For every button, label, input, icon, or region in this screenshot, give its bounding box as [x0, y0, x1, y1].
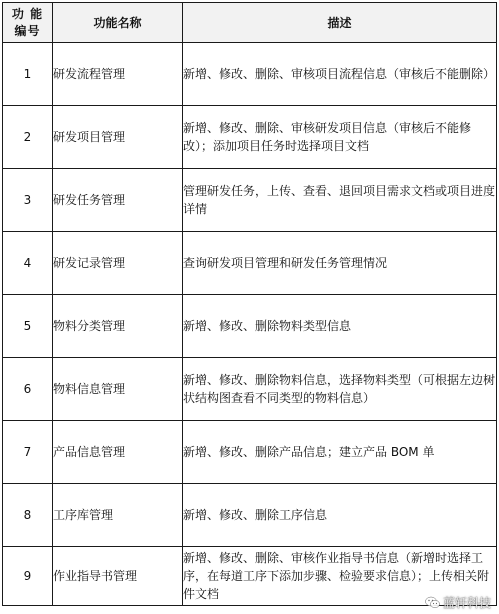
cell-description: 新增、修改、删除产品信息；建立产品 BOM 单: [183, 421, 497, 484]
cell-function-id: 4: [3, 232, 53, 295]
cell-description: 管理研发任务，上传、查看、退回项目需求文档或项目进度详情: [183, 169, 497, 232]
table-row: [3, 295, 497, 358]
function-spec-table: [2, 2, 497, 606]
cell-function-id: 2: [3, 106, 53, 169]
cell-description: 查询研发项目管理和研发任务管理情况: [183, 232, 497, 295]
table-row: [3, 421, 497, 484]
cell-function-name: 产品信息管理: [53, 421, 183, 484]
cell-function-name: 物料分类管理: [53, 295, 183, 358]
header-function-id: [3, 3, 53, 43]
cell-function-id: 6: [3, 358, 53, 421]
cell-function-id: 9: [3, 547, 53, 606]
watermark-text: 蓝轩科技: [442, 596, 491, 610]
cell-function-name: 物料信息管理: [53, 358, 183, 421]
table-header-row: [3, 3, 497, 43]
cell-function-id: 5: [3, 295, 53, 358]
cell-function-name: 研发任务管理: [53, 169, 183, 232]
cell-description: 新增、修改、删除、审核作业指导书信息（新增时选择工序，在每道工序下添加步骤、检验要求信息）；上传相关附件文档: [183, 547, 497, 606]
table-row: [3, 547, 497, 606]
cell-function-name: 作业指导书管理: [53, 547, 183, 606]
cell-function-id: 1: [3, 43, 53, 106]
table-row: [3, 232, 497, 295]
cell-function-id: 3: [3, 169, 53, 232]
cell-function-name: 研发记录管理: [53, 232, 183, 295]
cell-description: 新增、修改、删除工序信息: [183, 484, 497, 547]
header-function-name: 功能名称: [53, 3, 183, 43]
table-row: [3, 358, 497, 421]
table-row: [3, 169, 497, 232]
cell-description: 新增、修改、删除物料信息，选择物料类型（可根据左边树状结构图查看不同类型的物料信息）: [183, 358, 497, 421]
cell-function-name: 工序库管理: [53, 484, 183, 547]
cell-function-id: 7: [3, 421, 53, 484]
cell-function-name: 研发项目管理: [53, 106, 183, 169]
header-description: 描述: [183, 3, 497, 43]
table-row: [3, 43, 497, 106]
cell-description: 新增、修改、删除、审核研发项目信息（审核后不能修改）；添加项目任务时选择项目文档: [183, 106, 497, 169]
header-function-id-line-2: 编号: [14, 23, 41, 38]
cell-function-id: 8: [3, 484, 53, 547]
cell-description: 新增、修改、删除、审核项目流程信息（审核后不能删除）: [183, 43, 497, 106]
cell-description: 新增、修改、删除物料类型信息: [183, 295, 497, 358]
header-function-id-line-1: 功 能: [11, 6, 44, 21]
cell-function-name: 研发流程管理: [53, 43, 183, 106]
table-row: [3, 106, 497, 169]
table-row: [3, 484, 497, 547]
